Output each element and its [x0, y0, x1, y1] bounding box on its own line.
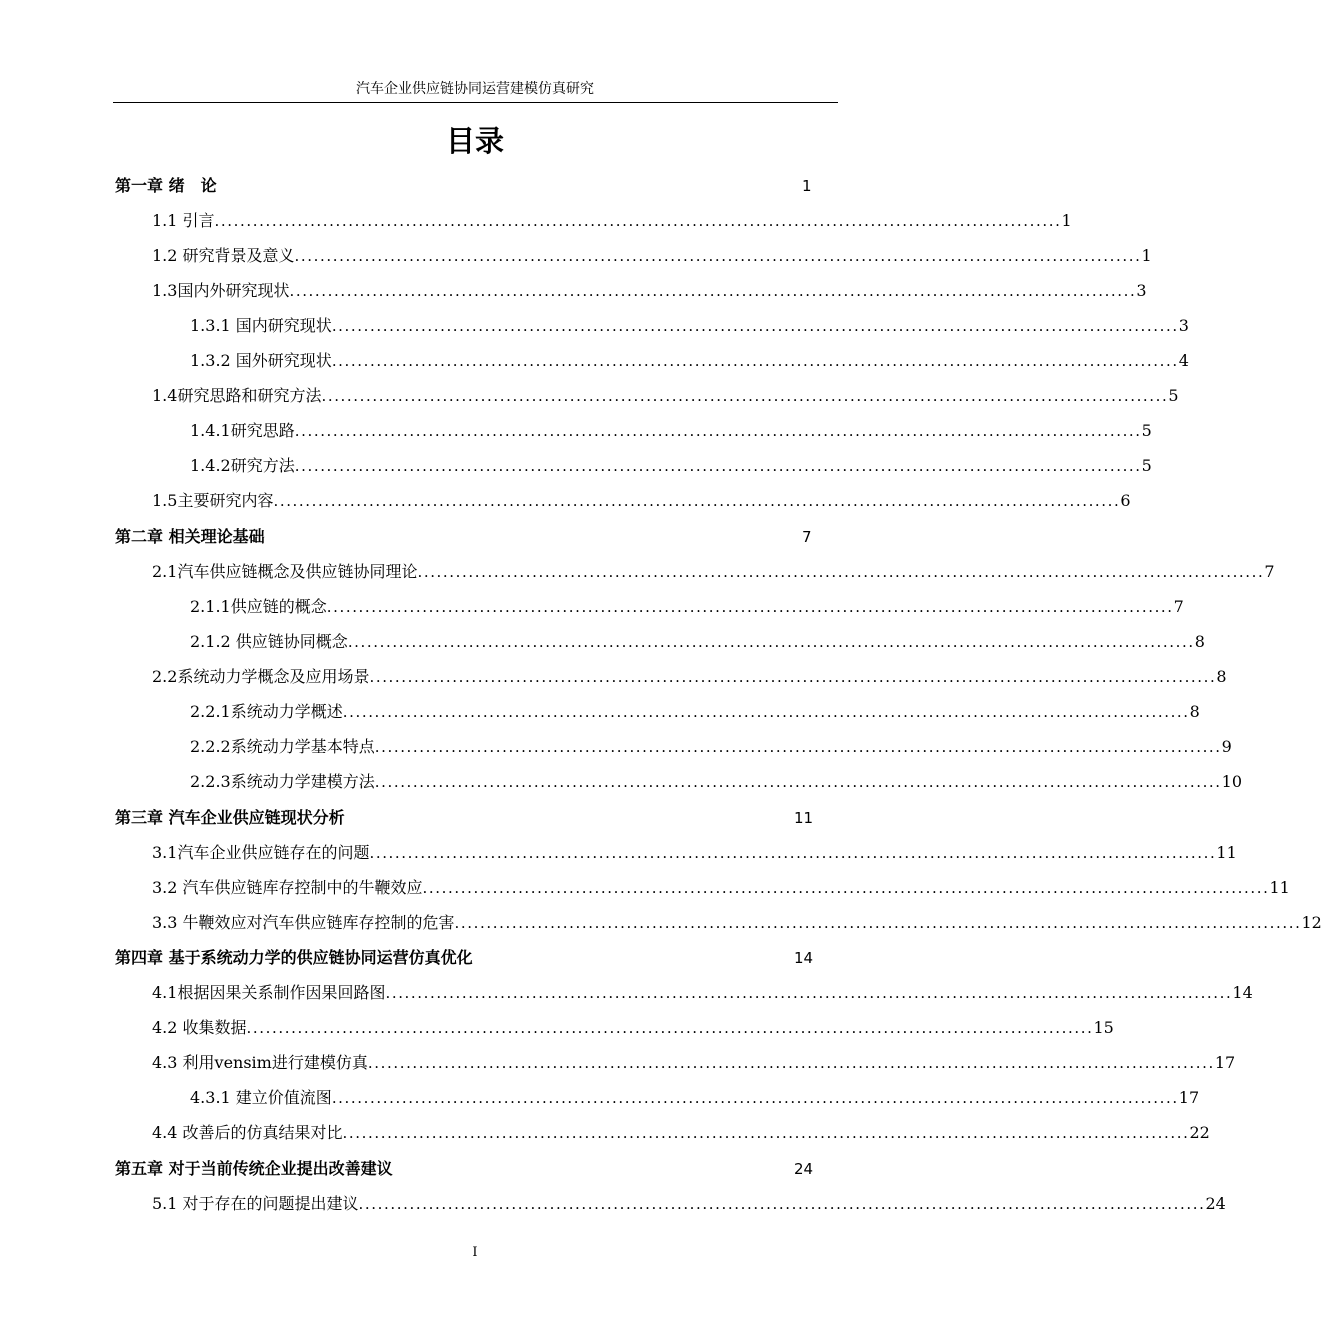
toc-chapter[interactable]: 第五章 对于当前传统企业提出改善建议 [115, 1159, 393, 1178]
toc-chapter-page: 11 [794, 809, 814, 827]
page-number: I [472, 1245, 478, 1260]
leader-dots: ..................................................................................................................................... [294, 457, 1142, 475]
toc-entry[interactable]: 1.1 引言 ..................................................................................................................................... 1 [152, 211, 1072, 230]
leader-dots: ..................................................................................................................................... [331, 352, 1179, 370]
toc-entry[interactable]: 1.4.2研究方法 ..................................................................................................................................... 5 [190, 456, 1152, 475]
toc-entry[interactable]: 2.2.3系统动力学建模方法 ..................................................................................................................................... 10 [190, 772, 1243, 791]
leader-dots: ..................................................................................................................................... [454, 914, 1302, 932]
toc-entry[interactable]: 2.2.1系统动力学概述 ..................................................................................................................................... 8 [190, 702, 1200, 721]
toc-entry[interactable]: 2.1.1供应链的概念 ..................................................................................................................................... 7 [190, 597, 1184, 616]
toc-chapter[interactable]: 第四章 基于系统动力学的供应链协同运营仿真优化 [115, 948, 473, 967]
toc-entry[interactable]: 1.2 研究背景及意义 ..................................................................................................................................... 1 [152, 246, 1152, 265]
leader-dots: ..................................................................................................................................... [326, 598, 1174, 616]
leader-dots: ..................................................................................................................................... [385, 984, 1233, 1002]
toc-entry[interactable]: 2.1.2 供应链协同概念 ..................................................................................................................................... 8 [190, 632, 1205, 651]
toc-chapter-page: 24 [794, 1160, 814, 1178]
leader-dots: ..................................................................................................................................... [342, 1124, 1190, 1142]
toc-entry[interactable]: 3.3 牛鞭效应对汽车供应链库存控制的危害 ..................................................................................................................................... 12 [152, 913, 1322, 932]
leader-dots: ..................................................................................................................................... [422, 879, 1270, 897]
toc-entry[interactable]: 4.4 改善后的仿真结果对比 ..................................................................................................................................... 22 [152, 1123, 1210, 1142]
leader-dots: ..................................................................................................................................... [214, 212, 1062, 230]
leader-dots: ..................................................................................................................................... [374, 773, 1222, 791]
toc-entry[interactable]: 1.4.1研究思路 ..................................................................................................................................... 5 [190, 421, 1152, 440]
toc-chapter[interactable]: 第三章 汽车企业供应链现状分析 [115, 808, 345, 827]
toc-entry[interactable]: 5.1 对于存在的问题提出建议 ..................................................................................................................................... 24 [152, 1194, 1226, 1213]
toc-entry[interactable]: 4.2 收集数据 ..................................................................................................................................... 15 [152, 1018, 1114, 1037]
leader-dots: ..................................................................................................................................... [331, 1089, 1179, 1107]
toc-entry[interactable]: 1.5主要研究内容 ..................................................................................................................................... 6 [152, 491, 1131, 510]
leader-dots: ..................................................................................................................................... [321, 387, 1169, 405]
leader-dots: ..................................................................................................................................... [331, 317, 1179, 335]
leader-dots: ..................................................................................................................................... [369, 844, 1217, 862]
toc-entry[interactable]: 2.1汽车供应链概念及供应链协同理论 ..................................................................................................................................... 7 [152, 562, 1275, 581]
running-header: 汽车企业供应链协同运营建模仿真研究 [356, 81, 594, 97]
leader-dots: ..................................................................................................................................... [294, 247, 1142, 265]
leader-dots: ..................................................................................................................................... [347, 633, 1195, 651]
toc-chapter-page: 1 [802, 177, 812, 195]
leader-dots: ..................................................................................................................................... [358, 1195, 1206, 1213]
toc-entry[interactable]: 4.3 利用vensim进行建模仿真 ..................................................................................................................................... 17 [152, 1053, 1236, 1072]
toc-entry[interactable]: 3.1汽车企业供应链存在的问题 ..................................................................................................................................... 11 [152, 843, 1237, 862]
toc-chapter[interactable]: 第一章 绪 论 [115, 176, 217, 195]
toc-entry[interactable]: 1.3.1 国内研究现状 ..................................................................................................................................... 3 [190, 316, 1189, 335]
toc-entry[interactable]: 3.2 汽车供应链库存控制中的牛鞭效应 ..................................................................................................................................... 11 [152, 878, 1290, 897]
toc-entry[interactable]: 4.1根据因果关系制作因果回路图 ..................................................................................................................................... 14 [152, 983, 1253, 1002]
toc-entry[interactable]: 1.3国内外研究现状 ..................................................................................................................................... 3 [152, 281, 1147, 300]
toc-entry[interactable]: 1.3.2 国外研究现状 ..................................................................................................................................... 4 [190, 351, 1189, 370]
leader-dots: ..................................................................................................................................... [294, 422, 1142, 440]
toc-chapter-page: 7 [802, 528, 812, 546]
leader-dots: ..................................................................................................................................... [374, 738, 1222, 756]
toc-entry[interactable]: 1.4研究思路和研究方法 ..................................................................................................................................... 5 [152, 386, 1179, 405]
leader-dots: ..................................................................................................................................... [367, 1054, 1215, 1072]
toc-entry[interactable]: 2.2系统动力学概念及应用场景 ..................................................................................................................................... 8 [152, 667, 1227, 686]
leader-dots: ..................................................................................................................................... [417, 563, 1265, 581]
leader-dots: ..................................................................................................................................... [246, 1019, 1094, 1037]
toc-title: 目录 [445, 124, 504, 158]
toc-chapter-page: 14 [794, 949, 814, 967]
toc-entry[interactable]: 4.3.1 建立价值流图 ..................................................................................................................................... 17 [190, 1088, 1200, 1107]
toc-chapter[interactable]: 第二章 相关理论基础 [115, 527, 265, 546]
leader-dots: ..................................................................................................................................... [289, 282, 1137, 300]
toc-entry[interactable]: 2.2.2系统动力学基本特点 ..................................................................................................................................... 9 [190, 737, 1232, 756]
leader-dots: ..................................................................................................................................... [369, 668, 1217, 686]
leader-dots: ..................................................................................................................................... [342, 703, 1190, 721]
leader-dots: ..................................................................................................................................... [273, 492, 1121, 510]
